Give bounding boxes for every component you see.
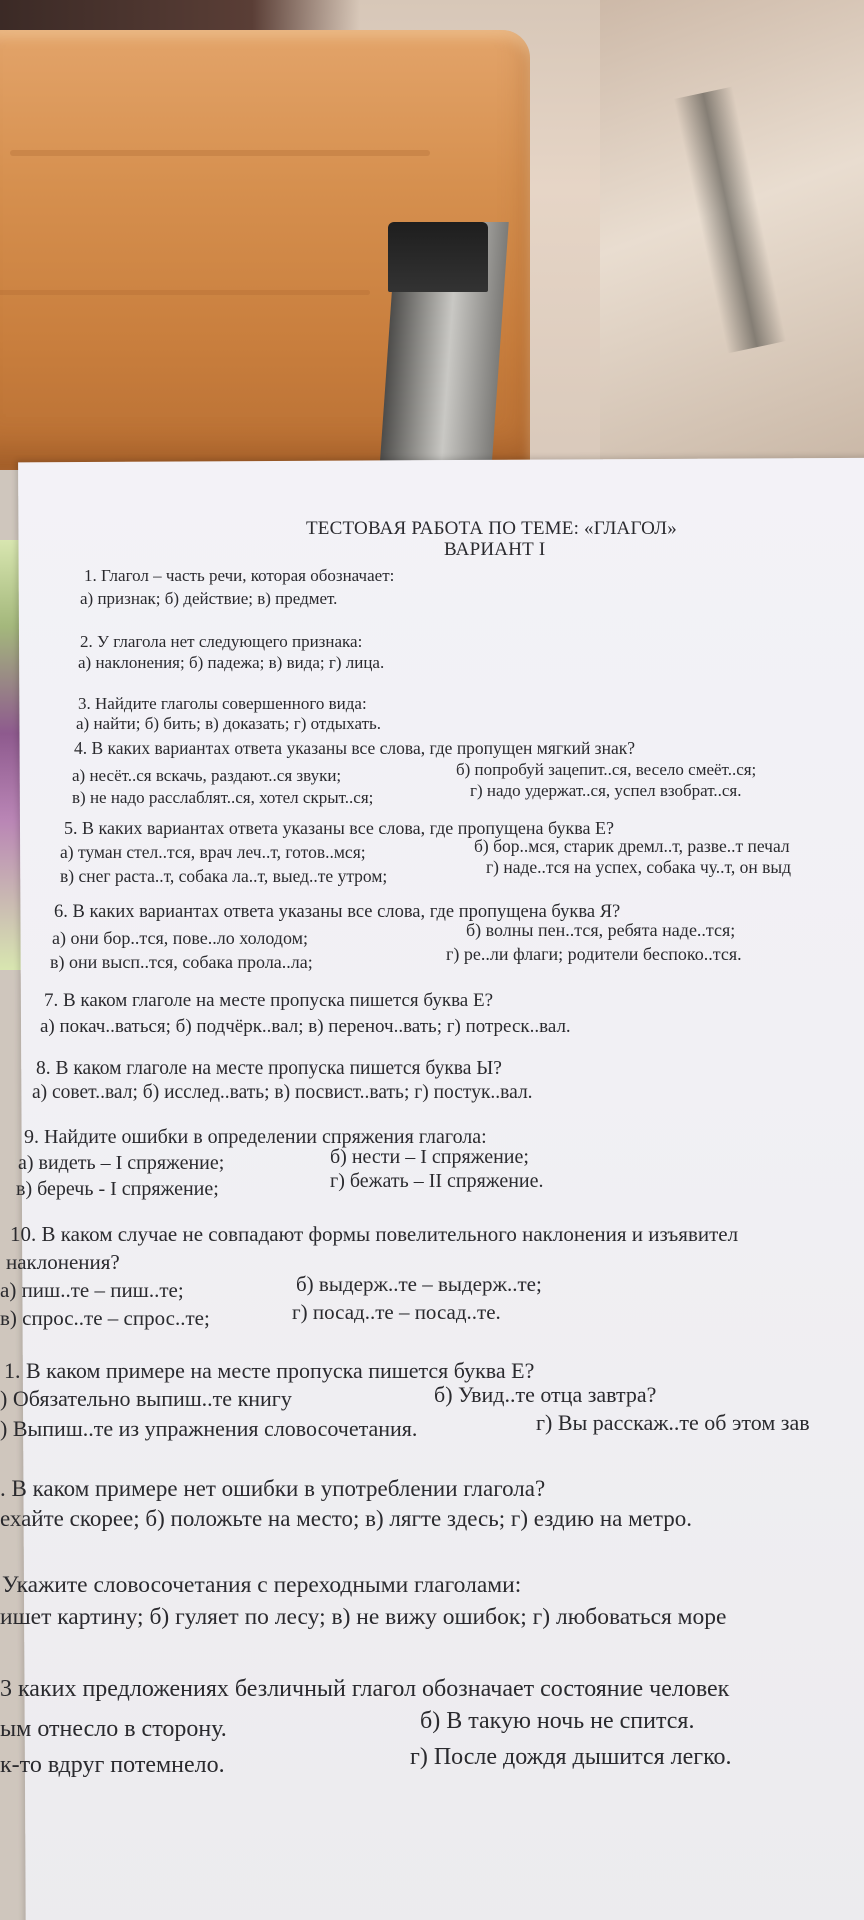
question-2: 2. У глагола нет следующего признака: [80, 632, 363, 651]
question-4: 4. В каких вариантах ответа указаны все слова, где пропущен мягкий знак? [74, 738, 635, 758]
question-10-cont: наклонения? [6, 1250, 120, 1274]
answer-line: г) посад..те – посад..те. [292, 1300, 501, 1324]
answer-line: б) попробуй зацепит..ся, весело смеёт..ся; [456, 760, 757, 779]
question-13: Укажите словосочетания с переходными глаголами: [2, 1572, 522, 1598]
question-12: . В каком примере нет ошибки в употреблении глагола? [0, 1476, 546, 1501]
question-3: 3. Найдите глаголы совершенного вида: [78, 694, 367, 713]
answer-line: г) Вы расскаж..те об этом зав [536, 1410, 810, 1435]
answer-line: а) признак; б) действие; в) предмет. [80, 589, 338, 608]
answer-line: ) Выпиш..те из упражнения словосочетания. [0, 1416, 418, 1441]
question-9: 9. Найдите ошибки в определении спряжения глагола: [24, 1126, 487, 1148]
answer-line: а) пиш..те – пиш..те; [0, 1278, 184, 1302]
answer-line: г) ре..ли флаги; родители беспоко..тся. [446, 944, 742, 964]
answer-line: в) спрос..те – спрос..те; [0, 1306, 210, 1330]
answer-line: б) нести – I спряжение; [330, 1146, 529, 1168]
answer-line: б) волны пен..тся, ребята наде..тся; [466, 920, 736, 940]
answer-line: ишет картину; б) гуляет по лесу; в) не вижу ошибок; г) любоваться море [0, 1604, 727, 1630]
answer-line: а) туман стел..тся, врач леч..т, готов..мся; [60, 842, 366, 862]
question-1: 1. Глагол – часть речи, которая обозначает: [84, 566, 395, 585]
question-8: 8. В каком глаголе на месте пропуска пишется буква Ы? [36, 1058, 502, 1079]
chair-leg-cap [388, 222, 488, 292]
answer-line: б) бор..мся, старик дремл..т, разве..т печал [474, 836, 790, 856]
wood-grain [0, 290, 370, 295]
question-10: 10. В каком случае не совпадают формы повелительного наклонения и изъявител [10, 1222, 739, 1246]
question-11: 1. В каком примере на месте пропуска пишется буква Е? [4, 1358, 535, 1383]
question-14: 3 каких предложениях безличный глагол обозначает состояние человек [0, 1676, 730, 1702]
answer-line: ым отнесло в сторону. [0, 1716, 227, 1742]
answer-line: к-то вдруг потемнело. [0, 1752, 225, 1778]
answer-line: в) они высп..тся, собака прола..ла; [50, 952, 313, 972]
answer-line: а) покач..ваться; б) подчёрк..вал; в) переноч..вать; г) потреск..вал. [40, 1016, 571, 1037]
answer-line: а) найти; б) бить; в) доказать; г) отдыхать. [76, 714, 382, 733]
answer-line: ) Обязательно выпиш..те книгу [0, 1386, 292, 1411]
answer-line: б) Увид..те отца завтра? [434, 1382, 657, 1407]
answer-line: ехайте скорее; б) положьте на место; в) лягте здесь; г) ездию на метро. [0, 1506, 692, 1531]
answer-line: в) не надо расслаблят..ся, хотел скрыт..ся; [72, 788, 374, 807]
answer-line: а) несёт..ся вскачь, раздают..ся звуки; [72, 766, 342, 785]
answer-line: а) наклонения; б) падежа; в) вида; г) лица. [78, 653, 385, 672]
wood-grain [10, 150, 430, 156]
answer-line: б) выдерж..те – выдерж..те; [296, 1272, 542, 1296]
answer-line: г) надо удержат..ся, успел взобрат..ся. [470, 781, 742, 800]
answer-line: в) снег раста..т, собака ла..т, выед..те утром; [60, 866, 388, 886]
answer-line: а) совет..вал; б) исслед..вать; в) посвист..вать; г) постук..вал. [32, 1082, 533, 1103]
question-6: 6. В каких вариантах ответа указаны все слова, где пропущена буква Я? [54, 902, 621, 922]
answer-line: в) беречь - I спряжение; [16, 1178, 219, 1200]
answer-line: г) бежать – II спряжение. [330, 1170, 544, 1192]
test-variant: ВАРИАНТ I [444, 539, 546, 560]
answer-line: г) наде..тся на успех, собака чу..т, он выд [486, 857, 792, 877]
question-7: 7. В каком глаголе на месте пропуска пишется буква Е? [44, 990, 494, 1011]
answer-line: а) видеть – I спряжение; [18, 1152, 225, 1174]
answer-line: г) После дождя дышится легко. [410, 1744, 732, 1770]
question-5: 5. В каких вариантах ответа указаны все слова, где пропущена буква Е? [64, 818, 614, 838]
answer-line: а) они бор..тся, пове..ло холодом; [52, 928, 309, 948]
answer-line: б) В такую ночь не спится. [420, 1708, 695, 1734]
test-title: ТЕСТОВАЯ РАБОТА ПО ТЕМЕ: «ГЛАГОЛ» [306, 518, 677, 539]
